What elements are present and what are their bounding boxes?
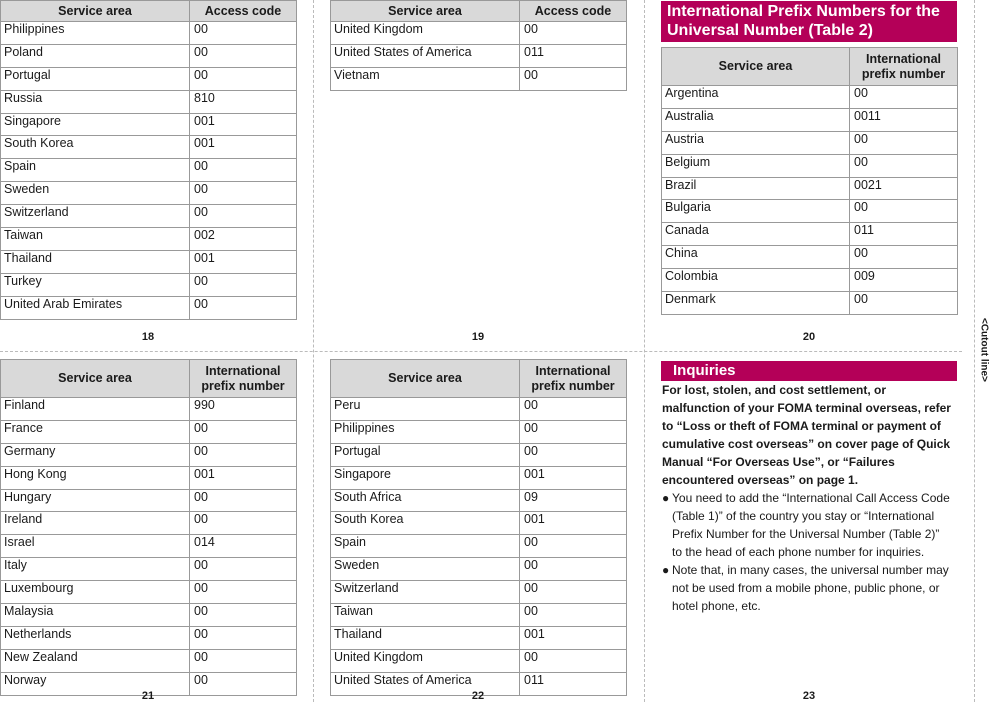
- cell-service-area: Poland: [1, 44, 190, 67]
- table-row: [331, 512, 627, 535]
- table-row: [1, 466, 297, 489]
- table-row: [331, 626, 627, 649]
- cell-service-area: Sweden: [331, 558, 520, 581]
- cell-code: 011: [520, 672, 627, 695]
- table-row: [1, 22, 297, 45]
- column-header-service-area: Service area: [331, 360, 520, 398]
- cell-code: 00: [190, 67, 297, 90]
- cell-code: 001: [520, 626, 627, 649]
- table-row: [662, 200, 958, 223]
- table-row: [331, 443, 627, 466]
- table-row: [662, 177, 958, 200]
- column-header-service-area: Service area: [662, 48, 850, 86]
- table-row: [331, 649, 627, 672]
- prefix-number-table-p22: [330, 359, 627, 696]
- cell-service-area: Thailand: [331, 626, 520, 649]
- table-row: [331, 44, 627, 67]
- cell-service-area: Portugal: [331, 443, 520, 466]
- cell-service-area: Argentina: [662, 86, 850, 109]
- cell-service-area: Taiwan: [1, 228, 190, 251]
- table-row: [1, 626, 297, 649]
- cell-code: 00: [190, 672, 297, 695]
- table-row: [331, 604, 627, 627]
- cell-code: 001: [190, 466, 297, 489]
- cell-code: 00: [190, 420, 297, 443]
- table-row: [662, 223, 958, 246]
- table-row: [1, 205, 297, 228]
- table-row: [1, 67, 297, 90]
- cell-service-area: Spain: [331, 535, 520, 558]
- cell-service-area: United Kingdom: [331, 22, 520, 45]
- cell-code: 001: [520, 466, 627, 489]
- cell-service-area: Russia: [1, 90, 190, 113]
- table-row: [1, 136, 297, 159]
- table-row: [1, 182, 297, 205]
- table-row: [1, 273, 297, 296]
- table-row: [1, 420, 297, 443]
- cell-code: 014: [190, 535, 297, 558]
- cell-service-area: Canada: [662, 223, 850, 246]
- column-header-service-area: Service area: [1, 360, 190, 398]
- table-row: [1, 398, 297, 421]
- cell-code: 00: [520, 604, 627, 627]
- column-header-service-area: Service area: [331, 1, 520, 22]
- cell-service-area: Brazil: [662, 177, 850, 200]
- cell-code: 00: [850, 246, 958, 269]
- cell-code: 00: [850, 200, 958, 223]
- cell-service-area: Australia: [662, 108, 850, 131]
- cell-code: 00: [850, 131, 958, 154]
- cell-code: 00: [520, 443, 627, 466]
- cell-service-area: Hungary: [1, 489, 190, 512]
- cell-code: 00: [190, 512, 297, 535]
- column-header-code: Access code: [190, 1, 297, 22]
- table-row: [1, 296, 297, 319]
- table-row: [1, 512, 297, 535]
- cell-code: 00: [190, 489, 297, 512]
- cell-service-area: Netherlands: [1, 626, 190, 649]
- cell-service-area: Vietnam: [331, 67, 520, 90]
- cell-code: 00: [190, 558, 297, 581]
- table2-title: International Prefix Numbers for the Universal Number (Table 2): [661, 1, 957, 42]
- page-22-panel: [330, 359, 627, 696]
- cell-service-area: Philippines: [1, 22, 190, 45]
- inquiries-body: [662, 381, 952, 615]
- bullet-dot-icon: ●: [662, 563, 670, 577]
- cell-code: 00: [190, 182, 297, 205]
- bullet-text: Note that, in many cases, the universal number may not be used from a mobile phone, public phone, or hotel phone, etc.: [672, 563, 949, 613]
- page-number-18: 18: [141, 331, 155, 343]
- prefix-number-table-p21: [0, 359, 297, 696]
- cell-code: 00: [190, 604, 297, 627]
- cell-service-area: Belgium: [662, 154, 850, 177]
- cell-code: 00: [850, 292, 958, 315]
- page-19-panel: [330, 0, 627, 91]
- cell-service-area: United States of America: [331, 44, 520, 67]
- cell-code: 001: [190, 136, 297, 159]
- fold-line-vertical-3: [974, 0, 975, 702]
- page-21-panel: [0, 359, 297, 696]
- prefix-number-table-p20: [661, 47, 958, 315]
- cell-code: 810: [190, 90, 297, 113]
- cell-service-area: Portugal: [1, 67, 190, 90]
- page-number-19: 19: [471, 331, 485, 343]
- cell-service-area: Spain: [1, 159, 190, 182]
- table-row: [1, 489, 297, 512]
- page-number-21: 21: [141, 690, 155, 702]
- cell-code: 00: [850, 154, 958, 177]
- table-row: [331, 67, 627, 90]
- cell-service-area: Bulgaria: [662, 200, 850, 223]
- cell-service-area: Israel: [1, 535, 190, 558]
- table-row: [1, 604, 297, 627]
- table-row: [1, 558, 297, 581]
- table-row: [662, 154, 958, 177]
- cell-code: 001: [190, 113, 297, 136]
- table-row: [331, 489, 627, 512]
- column-header-code: International prefix number: [190, 360, 297, 398]
- cell-service-area: New Zealand: [1, 649, 190, 672]
- table-row: [662, 131, 958, 154]
- cell-code: 00: [520, 420, 627, 443]
- access-code-table-p18: [0, 0, 297, 320]
- inquiries-heading: Inquiries: [661, 361, 957, 381]
- cell-service-area: Ireland: [1, 512, 190, 535]
- cell-service-area: Turkey: [1, 273, 190, 296]
- cell-code: 00: [190, 44, 297, 67]
- cell-service-area: Singapore: [331, 466, 520, 489]
- cell-code: 00: [520, 649, 627, 672]
- cell-service-area: France: [1, 420, 190, 443]
- cell-service-area: Taiwan: [331, 604, 520, 627]
- inquiries-bullet-2: [662, 561, 952, 615]
- cell-service-area: Finland: [1, 398, 190, 421]
- cell-code: 011: [520, 44, 627, 67]
- cell-service-area: Thailand: [1, 250, 190, 273]
- cell-service-area: China: [662, 246, 850, 269]
- cell-service-area: Malaysia: [1, 604, 190, 627]
- inquiries-bullet-1: [662, 489, 952, 561]
- cell-service-area: Austria: [662, 131, 850, 154]
- cutout-line-label: <Cutout line>: [978, 318, 990, 382]
- cell-service-area: Luxembourg: [1, 581, 190, 604]
- cell-code: 011: [850, 223, 958, 246]
- page-number-22: 22: [471, 690, 485, 702]
- cell-code: 00: [190, 649, 297, 672]
- table-row: [662, 246, 958, 269]
- cell-code: 001: [190, 250, 297, 273]
- column-header-service-area: Service area: [1, 1, 190, 22]
- table-row: [1, 44, 297, 67]
- cell-service-area: Germany: [1, 443, 190, 466]
- cell-service-area: Denmark: [662, 292, 850, 315]
- inquiries-lead-text: For lost, stolen, and cost settlement, or malfunction of your FOMA terminal overseas, refer to “Loss or theft of FOMA terminal or payment of cumulative cost overseas” on cover page of Quick Manual “For Overseas Use”, or “Failures encountered overseas” on page 1.: [662, 383, 951, 487]
- cell-service-area: Sweden: [1, 182, 190, 205]
- cell-code: 001: [520, 512, 627, 535]
- cell-code: 0021: [850, 177, 958, 200]
- table-row: [331, 535, 627, 558]
- table-row: [662, 108, 958, 131]
- table-row: [662, 292, 958, 315]
- cell-service-area: South Korea: [331, 512, 520, 535]
- bullet-text: You need to add the “International Call Access Code (Table 1)” of the country you stay or “International Prefix Number for the Universal Number (Table 2)” to the head of each phone number for inquiries.: [672, 491, 950, 559]
- cell-service-area: Colombia: [662, 269, 850, 292]
- cell-service-area: United States of America: [331, 672, 520, 695]
- cell-code: 00: [520, 67, 627, 90]
- cell-code: 00: [190, 443, 297, 466]
- cell-service-area: Hong Kong: [1, 466, 190, 489]
- table-row: [662, 86, 958, 109]
- table-row: [662, 269, 958, 292]
- column-header-code: International prefix number: [850, 48, 958, 86]
- table-row: [331, 581, 627, 604]
- cell-service-area: Singapore: [1, 113, 190, 136]
- cell-code: 00: [190, 626, 297, 649]
- page-18-panel: [0, 0, 297, 320]
- table-row: [1, 443, 297, 466]
- cell-service-area: South Africa: [331, 489, 520, 512]
- table-row: [1, 228, 297, 251]
- table-row: [331, 420, 627, 443]
- table-row: [1, 535, 297, 558]
- table-row: [1, 649, 297, 672]
- cell-code: 00: [520, 558, 627, 581]
- cell-code: 09: [520, 489, 627, 512]
- cell-code: 002: [190, 228, 297, 251]
- table-row: [331, 466, 627, 489]
- cell-code: 00: [190, 296, 297, 319]
- cell-code: 00: [190, 159, 297, 182]
- table-row: [1, 113, 297, 136]
- column-header-code: International prefix number: [520, 360, 627, 398]
- page-number-23: 23: [802, 690, 816, 702]
- cell-code: 00: [190, 581, 297, 604]
- page-number-20: 20: [802, 331, 816, 343]
- cell-service-area: Peru: [331, 398, 520, 421]
- cell-service-area: Switzerland: [1, 205, 190, 228]
- cell-service-area: United Arab Emirates: [1, 296, 190, 319]
- cell-code: 00: [190, 205, 297, 228]
- cell-code: 00: [520, 398, 627, 421]
- cell-service-area: Switzerland: [331, 581, 520, 604]
- table-row: [331, 22, 627, 45]
- cell-code: 00: [520, 535, 627, 558]
- table-row: [1, 159, 297, 182]
- cell-service-area: Norway: [1, 672, 190, 695]
- cell-code: 00: [190, 22, 297, 45]
- cell-code: 0011: [850, 108, 958, 131]
- column-header-code: Access code: [520, 1, 627, 22]
- cell-code: 990: [190, 398, 297, 421]
- table-row: [331, 398, 627, 421]
- access-code-table-p19: [330, 0, 627, 91]
- fold-line-horizontal: [0, 351, 962, 352]
- cell-service-area: Italy: [1, 558, 190, 581]
- table-row: [1, 250, 297, 273]
- cell-code: 00: [190, 273, 297, 296]
- cell-service-area: United Kingdom: [331, 649, 520, 672]
- cell-code: 00: [520, 22, 627, 45]
- table-row: [1, 581, 297, 604]
- table-row: [1, 90, 297, 113]
- cell-code: 009: [850, 269, 958, 292]
- cell-code: 00: [520, 581, 627, 604]
- page-20-panel: [661, 47, 958, 315]
- table-row: [331, 558, 627, 581]
- cell-code: 00: [850, 86, 958, 109]
- bullet-dot-icon: ●: [662, 491, 670, 505]
- cell-service-area: Philippines: [331, 420, 520, 443]
- cell-service-area: South Korea: [1, 136, 190, 159]
